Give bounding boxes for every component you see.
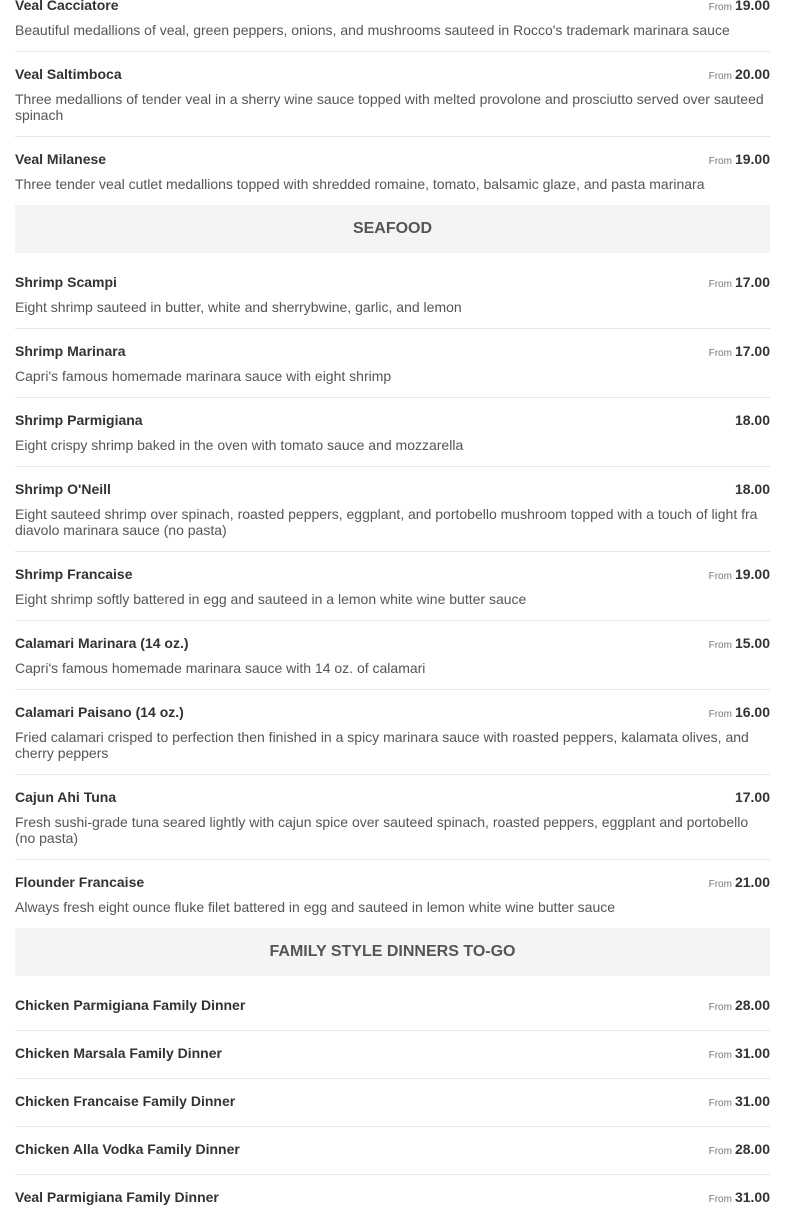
item-price: 31.00: [734, 1045, 770, 1061]
item-price: 28.00: [734, 1141, 770, 1157]
menu-item-shrimp-scampi[interactable]: [15, 260, 770, 329]
menu-item-calamari-marinara[interactable]: [15, 621, 770, 690]
from-label: From: [708, 279, 732, 290]
item-description: Eight shrimp softly battered in egg and sauteed in a lemon white wine butter sauce: [15, 591, 527, 607]
from-label: From: [708, 1146, 732, 1157]
menu-list: [15, 0, 770, 1222]
item-price: 16.00: [734, 704, 770, 720]
menu-item-shrimp-marinara[interactable]: [15, 329, 770, 398]
menu-item-shrimp-oneill[interactable]: [15, 467, 770, 552]
family-style-list: [15, 983, 770, 1222]
menu-item-veal-parmigiana-family[interactable]: [15, 1175, 770, 1222]
from-label: From: [708, 571, 732, 582]
item-price: 18.00: [734, 412, 770, 428]
item-description: Beautiful medallions of veal, green peppers, onions, and mushrooms sauteed in Rocco's trademark marinara sauce: [15, 22, 730, 38]
menu-item-cajun-ahi-tuna[interactable]: [15, 775, 770, 860]
item-description: Capri's famous homemade marinara sauce with eight shrimp: [15, 368, 392, 384]
item-name: Veal Parmigiana Family Dinner: [15, 1189, 219, 1205]
item-price: 21.00: [734, 874, 770, 890]
item-name: Calamari Marinara (14 oz.): [15, 635, 189, 651]
item-name: Calamari Paisano (14 oz.): [15, 704, 184, 720]
menu-item-veal-saltimboca[interactable]: [15, 52, 770, 137]
from-label: From: [708, 879, 732, 890]
item-name: Shrimp Scampi: [15, 274, 117, 290]
from-label: From: [708, 1002, 732, 1013]
menu-item-chicken-francaise-family[interactable]: [15, 1079, 770, 1127]
from-label: From: [708, 709, 732, 720]
from-label: From: [708, 640, 732, 651]
item-price: 31.00: [734, 1093, 770, 1109]
item-description: Eight shrimp sauteed in butter, white and sherrybwine, garlic, and lemon: [15, 299, 462, 315]
item-name: Flounder Francaise: [15, 874, 145, 890]
item-price: 19.00: [734, 566, 770, 582]
section-header-seafood: SEAFOOD: [15, 205, 770, 253]
item-description: Always fresh eight ounce fluke filet battered in egg and sauteed in lemon white wine butter sauce: [15, 899, 616, 915]
item-name: Shrimp Parmigiana: [15, 412, 143, 428]
menu-item-shrimp-francaise[interactable]: [15, 552, 770, 621]
item-name: Veal Saltimboca: [15, 66, 122, 82]
item-price: 17.00: [734, 789, 770, 805]
item-price: 19.00: [734, 151, 770, 167]
from-label: From: [708, 2, 732, 13]
from-label: From: [708, 1050, 732, 1061]
item-price: 20.00: [734, 66, 770, 82]
menu-item-chicken-parmigiana-family[interactable]: [15, 983, 770, 1031]
item-name: Chicken Francaise Family Dinner: [15, 1093, 236, 1109]
item-price: 17.00: [734, 343, 770, 359]
item-name: Chicken Alla Vodka Family Dinner: [15, 1141, 240, 1157]
item-name: Shrimp Marinara: [15, 343, 126, 359]
item-description: Three tender veal cutlet medallions topped with shredded romaine, tomato, balsamic glaze, and pasta marinara: [15, 176, 705, 192]
item-price: 18.00: [734, 481, 770, 497]
item-name: Cajun Ahi Tuna: [15, 789, 117, 805]
item-price: 19.00: [734, 0, 770, 13]
item-name: Veal Cacciatore: [15, 0, 119, 13]
item-name: Veal Milanese: [15, 151, 107, 167]
item-name: Chicken Parmigiana Family Dinner: [15, 997, 246, 1013]
menu-item-calamari-paisano[interactable]: [15, 690, 770, 775]
menu-item-shrimp-parmigiana[interactable]: [15, 398, 770, 467]
from-label: From: [708, 348, 732, 359]
section-header-family-style: FAMILY STYLE DINNERS TO-GO: [15, 928, 770, 976]
from-label: From: [708, 156, 732, 167]
item-price: 15.00: [734, 635, 770, 651]
item-description: Eight crispy shrimp baked in the oven with tomato sauce and mozzarella: [15, 437, 464, 453]
item-name: Shrimp O'Neill: [15, 481, 111, 497]
item-price: 28.00: [734, 997, 770, 1013]
item-name: Shrimp Francaise: [15, 566, 133, 582]
menu-item-chicken-marsala-family[interactable]: [15, 1031, 770, 1079]
item-description: Eight sauteed shrimp over spinach, roasted peppers, eggplant, and portobello mushroom topped with a touch of light fra diavolo marinara sauce (no pasta): [15, 506, 758, 538]
item-description: Fresh sushi-grade tuna seared lightly with cajun spice over sauteed spinach, roasted peppers, eggplant and portobello (no pasta): [15, 814, 749, 846]
item-description: Fried calamari crisped to perfection then finished in a spicy marinara sauce with roasted peppers, kalamata olives, and cherry peppers: [15, 729, 749, 761]
item-price: 31.00: [734, 1189, 770, 1205]
item-description: Three medallions of tender veal in a sherry wine sauce topped with melted provolone and prosciutto served over sauteed spinach: [15, 91, 764, 123]
menu-item-chicken-alla-vodka-family[interactable]: [15, 1127, 770, 1175]
from-label: From: [708, 1194, 732, 1205]
item-description: Capri's famous homemade marinara sauce with 14 oz. of calamari: [15, 660, 426, 676]
item-name: Chicken Marsala Family Dinner: [15, 1045, 222, 1061]
from-label: From: [708, 1098, 732, 1109]
menu-item-flounder-francaise[interactable]: [15, 860, 770, 928]
item-price: 17.00: [734, 274, 770, 290]
menu-item-veal-milanese[interactable]: [15, 137, 770, 205]
menu-item-veal-cacciatore[interactable]: [15, 0, 770, 52]
from-label: From: [708, 71, 732, 82]
